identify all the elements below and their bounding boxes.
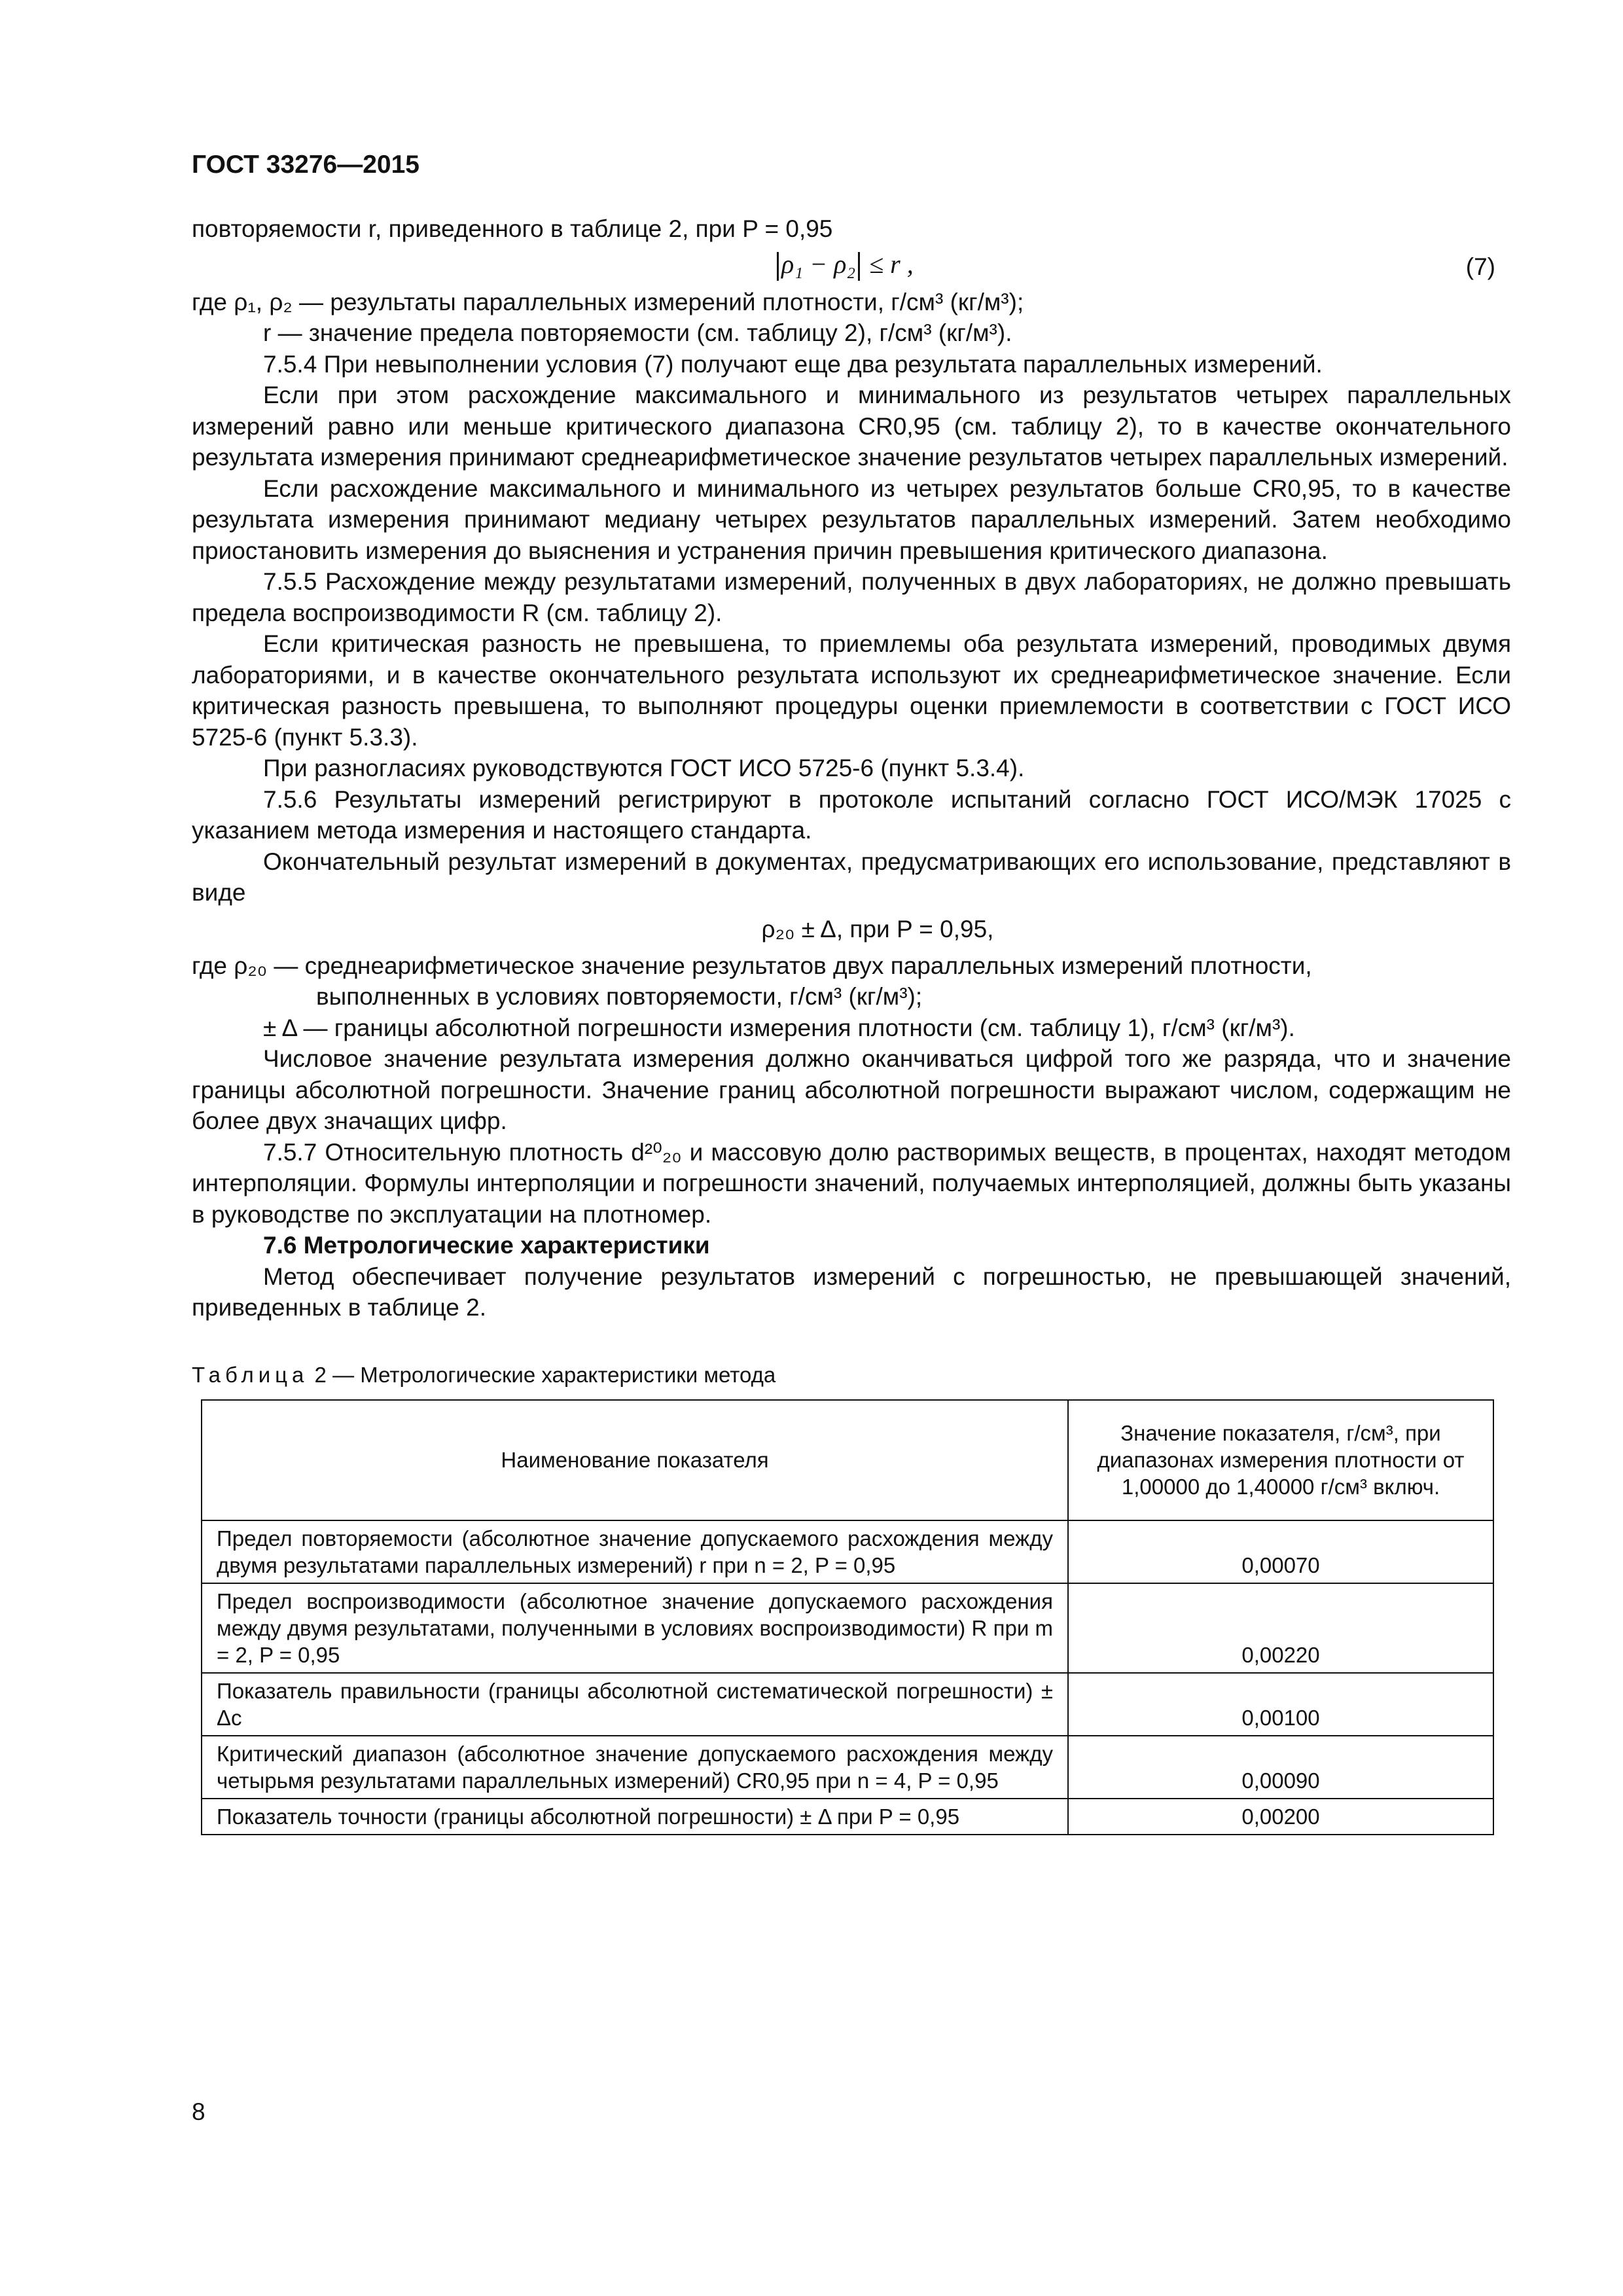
column-header-value: Значение показателя, г/см³, при диапазонах измерения плотности от 1,00000 до 1,40000 г/см³ включ. bbox=[1068, 1400, 1493, 1520]
table-caption-rest: 2 — Метрологические характеристики метода bbox=[308, 1362, 776, 1387]
table-row bbox=[202, 1736, 1493, 1799]
paragraph-7-5-6-2: Окончательный результат измерений в документах, предусматривающих его использование, представляют в виде bbox=[192, 848, 1511, 906]
paragraph-7-5-5-2: Если критическая разность не превышена, то приемлемы оба результата измерений, проводимых двумя лабораториями, и в качестве окончательного результата используют их среднеарифметическое значение. Если критическая разность превышена, то выполняют процедуры оценки приемлемости в соответствии с ГОСТ ИСО 5725-6 (пункт 5.3.3). bbox=[192, 630, 1511, 751]
document-header: ГОСТ 33276—2015 bbox=[192, 151, 419, 179]
parameter-cell: Критический диапазон (абсолютное значение допускаемого расхождения между четырьмя результатами параллельных измерений) CR0,95 при n = 4, P = 0,95 bbox=[202, 1736, 1068, 1799]
paragraph-7-5-4-2: Если при этом расхождение максимального и минимального из результатов четырех параллельных измерений равно или меньше критического диапазона CR0,95 (см. таблицу 2), то в качестве окончательного результата измерения принимают среднеарифметическое значение результатов четырех параллельных измерений. bbox=[192, 382, 1511, 471]
where-rho: где ρ₁, ρ₂ — результаты параллельных измерений плотности, г/см³ (кг/м³); bbox=[192, 288, 1024, 315]
where-delta: ± Δ — границы абсолютной погрешности измерения плотности (см. таблицу 1), г/см³ (кг/м³). bbox=[263, 1014, 1295, 1041]
value-cell: 0,00100 bbox=[1068, 1673, 1493, 1736]
where-r: r — значение предела повторяемости (см. таблицу 2), г/см³ (кг/м³). bbox=[263, 319, 1012, 346]
section-7-6-text: Метод обеспечивает получение результатов измерений с погрешностью, не превышающей значений, приведенных в таблице 2. bbox=[192, 1263, 1511, 1321]
table-row bbox=[202, 1799, 1493, 1835]
parameter-cell: Показатель правильности (границы абсолютной систематической погрешности) ± Δc bbox=[202, 1673, 1068, 1736]
parameter-cell: Предел воспроизводимости (абсолютное значение допускаемого расхождения между двумя результатами, полученными в условиях воспроизводимости) R при m = 2, P = 0,95 bbox=[202, 1583, 1068, 1673]
section-7-6-title: 7.6 Метрологические характеристики bbox=[263, 1232, 710, 1259]
paragraph-7-5-4-1: 7.5.4 При невыполнении условия (7) получают еще два результата параллельных измерений. bbox=[263, 350, 1323, 378]
result-formula: ρ₂₀ ± Δ, при P = 0,95, bbox=[761, 915, 994, 942]
document-page bbox=[192, 151, 1511, 1835]
parameter-cell: Показатель точности (границы абсолютной погрешности) ± Δ при P = 0,95 bbox=[202, 1799, 1068, 1835]
table-row bbox=[202, 1673, 1493, 1736]
formula-7-number: (7) bbox=[1465, 253, 1495, 280]
value-cell: 0,00200 bbox=[1068, 1799, 1493, 1835]
where-rho20-b: выполненных в условиях повторяемости, г/см³ (кг/м³); bbox=[316, 983, 923, 1010]
body-text bbox=[192, 213, 1511, 1323]
paragraph-7-5-7: 7.5.7 Относительную плотность d²⁰₂₀ и массовую долю растворимых веществ, в процентах, находят методом интерполяции. Формулы интерполяции и погрешности значений, получаемых интерполяцией, должны быть указаны в руководстве по эксплуатации на плотномер. bbox=[192, 1138, 1511, 1228]
value-cell: 0,00070 bbox=[1068, 1520, 1493, 1583]
formula-7-lhs: ρ₁ − ρ₂ bbox=[781, 249, 856, 279]
paragraph-7-5-5-3: При разногласиях руководствуются ГОСТ ИСО 5725-6 (пункт 5.3.4). bbox=[263, 755, 1025, 781]
paragraph-7-5-6-3: Числовое значение результата измерения должно оканчиваться цифрой того же разряда, что и значение границы абсолютной погрешности. Значение границ абсолютной погрешности выражают числом, содержащим не более двух значащих цифр. bbox=[192, 1045, 1511, 1134]
page-number: 8 bbox=[192, 2098, 205, 2125]
value-cell: 0,00090 bbox=[1068, 1736, 1493, 1799]
table-row bbox=[202, 1583, 1493, 1673]
paragraph-7-5-4-3: Если расхождение максимального и минимального из четырех результатов больше CR0,95, то в качестве результата измерения принимают медиану четырех результатов параллельных измерений. Затем необходимо приостановить измерения до выяснения и устранения причин превышения критического диапазона. bbox=[192, 475, 1511, 564]
column-header-parameter: Наименование показателя bbox=[202, 1400, 1068, 1520]
intro-line: повторяемости r, приведенного в таблице 2, при P = 0,95 bbox=[192, 215, 833, 242]
table-caption-word: Таблица bbox=[192, 1362, 309, 1387]
table-row bbox=[202, 1520, 1493, 1583]
formula-7-rhs: ≤ r , bbox=[869, 249, 914, 279]
table-caption bbox=[192, 1363, 1511, 1388]
paragraph-7-5-5-1: 7.5.5 Расхождение между результатами измерений, полученных в двух лабораториях, не должно превышать предела воспроизводимости R (см. таблицу 2). bbox=[192, 568, 1511, 626]
formula-7-expression bbox=[774, 249, 914, 281]
parameter-cell: Предел повторяемости (абсолютное значение допускаемого расхождения между двумя результатами параллельных измерений) r при n = 2, P = 0,95 bbox=[202, 1520, 1068, 1583]
paragraph-7-5-6-1: 7.5.6 Результаты измерений регистрируют в протоколе испытаний согласно ГОСТ ИСО/МЭК 17025 с указанием метода измерения и настоящего стандарта. bbox=[192, 785, 1511, 844]
formula-7 bbox=[192, 245, 1511, 287]
where-rho20-a: где ρ₂₀ — среднеарифметическое значение результатов двух параллельных измерений плотности, bbox=[192, 952, 1312, 979]
table-header-row bbox=[202, 1400, 1493, 1520]
metrology-table bbox=[201, 1399, 1494, 1835]
value-cell: 0,00220 bbox=[1068, 1583, 1493, 1673]
